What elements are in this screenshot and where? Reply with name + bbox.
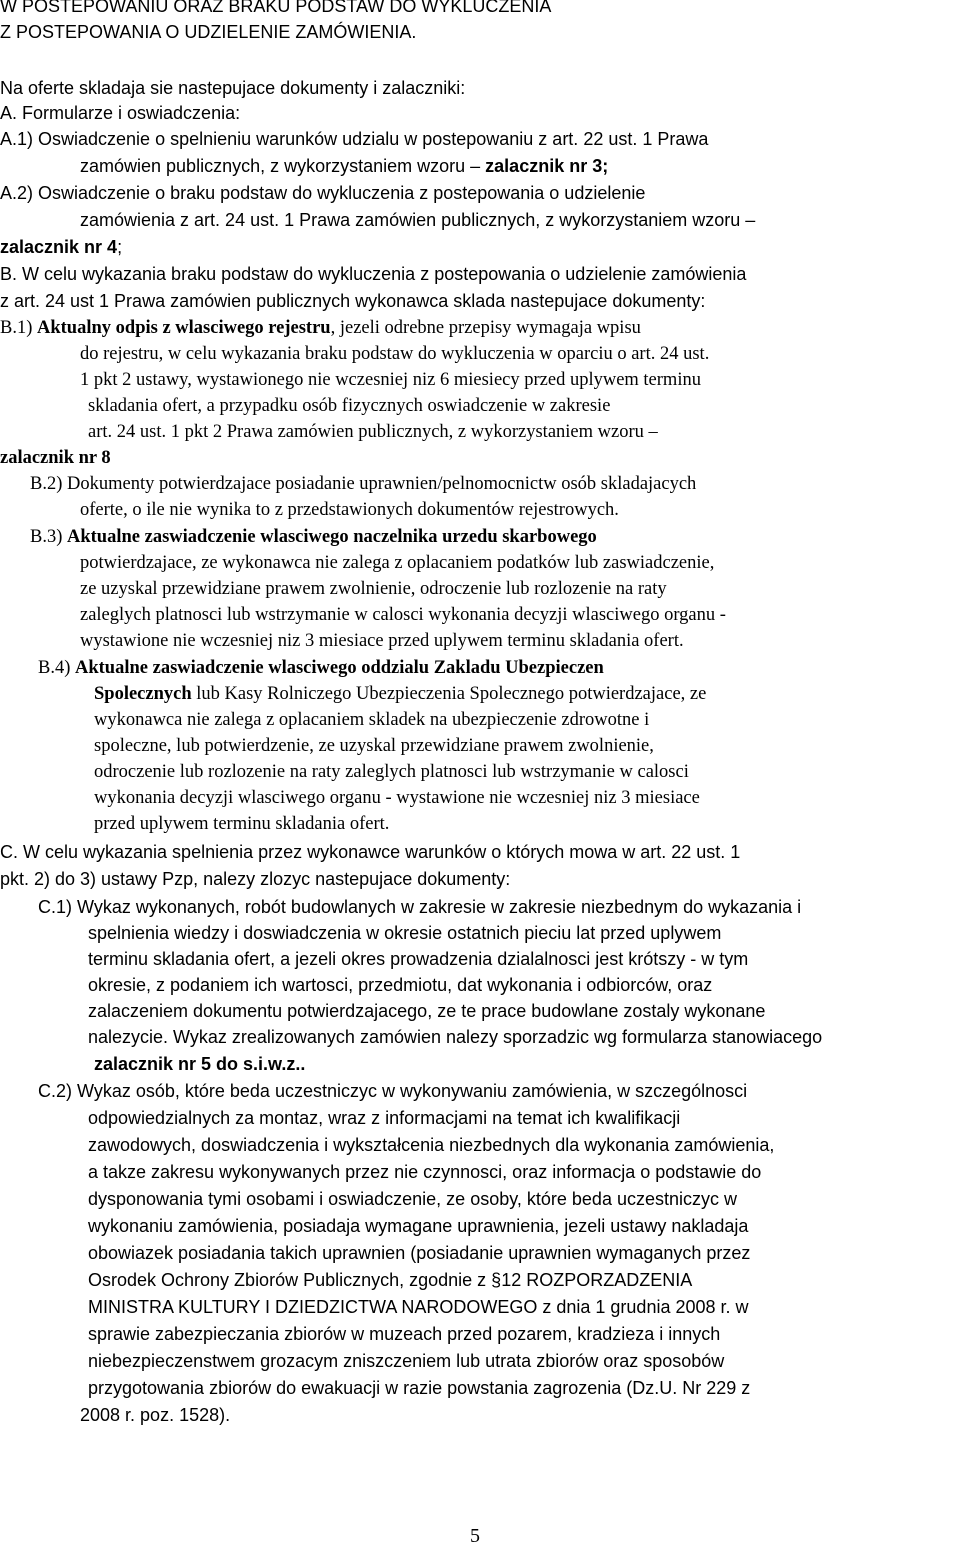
b4-line-6: wykonania decyzji wlasciwego organu - wystawione nie wczesniej niz 3 miesiace [94,788,700,808]
b4-line-3: wykonawca nie zalega z oplacaniem skladek na ubezpieczenie zdrowotne i [94,710,650,730]
b3-line-2: potwierdzajace, ze wykonawca nie zalega z oplacaniem podatków lub zaswiadczenie, [80,553,715,573]
c1-line-5: zalaczeniem dokumentu potwierdzajacego, ze te prace budowlane zostaly wykonane [88,1001,766,1021]
b2-line-2: oferte, o ile nie wynika to z przedstawionych dokumentów rejestrowych. [80,500,619,520]
page-number: 5 [470,1525,480,1547]
b3-bold-title: Aktualne zaswiadczenie wlasciwego naczelnika urzedu skarbowego [67,527,597,547]
c1-line-1: C.1) Wykaz wykonanych, robót budowlanych w zakresie w zakresie niezbednym do wykazania i [38,897,802,917]
b1-line-6 [0,447,111,469]
c2-line-8: Osrodek Ochrony Zbiorów Publicznych, zgodnie z §12 ROZPORZADZENIA [88,1270,693,1290]
c1-attachment-ref: zalacznik nr 5 do s.i.w.z.. [94,1054,306,1074]
b4-prefix: B.4) [38,658,71,678]
c2-line-13: 2008 r. poz. 1528). [80,1405,231,1425]
c2-line-11: niebezpieczenstwem grozacym zniszczeniem lub utrata zbiorów oraz sposobów [88,1351,725,1371]
b1-line-1-tail: , jezeli odrebne przepisy wymagaja wpisu [330,318,641,338]
c2-line-10: sprawie zabezpieczania zbiorów w muzeach przed pozarem, kradzieza i innych [88,1324,721,1344]
b4-line-2-tail: lub Kasy Rolniczego Ubezpieczenia Spolecznego potwierdzajace, ze [191,684,707,704]
c2-line-9: MINISTRA KULTURY I DZIEDZICTWA NARODOWEGO z dnia 1 grudnia 2008 r. w [88,1297,749,1317]
header-line-2: Z POSTEPOWANIA O UDZIELENIE ZAMÓWIENIA. [0,22,417,42]
b4-line-2 [94,683,706,705]
b1-line-5: art. 24 ust. 1 pkt 2 Prawa zamówien publicznych, z wykorzystaniem wzoru – [88,422,658,442]
c2-line-6: wykonaniu zamówienia, posiadaja wymagane uprawnienia, jezeli ustawy nakladaja [88,1216,749,1236]
c-line-2: pkt. 2) do 3) ustawy Pzp, nalezy zlozyc nastepujace dokumenty: [0,869,511,889]
b4-bold-title-2: Spolecznych [94,684,192,704]
b-line-1: B. W celu wykazania braku podstaw do wykluczenia z postepowania o udzielenie zamówienia [0,264,747,284]
c1-line-4: okresie, z podaniem ich wartosci, przedmiotu, dat wykonania i odbiorców, oraz [88,975,713,995]
b4-bold-title-1: Aktualne zaswiadczenie wlasciwego oddzialu Zakladu Ubezpieczen [75,658,604,678]
a2-line-1: A.2) Oswiadczenie o braku podstaw do wykluczenia z postepowania o udzielenie [0,183,646,203]
a1-line-2 [80,155,608,177]
a2-line-3 [0,236,122,258]
b1-line-4: skladania ofert, a przypadku osób fizycznych oswiadczenie w zakresie [88,396,611,416]
c1-line-7 [94,1053,305,1075]
c1-line-2: spelnienia wiedzy i doswiadczenia w okresie ostatnich pieciu lat przed uplywem [88,923,722,943]
b4-line-7: przed uplywem terminu skladania ofert. [94,814,390,834]
b1-prefix: B.1) [0,318,33,338]
c1-line-6: nalezycie. Wykaz zrealizowanych zamówien nalezy sporzadzic wg formularza stanowiacego [88,1027,823,1047]
b3-line-1 [30,526,597,548]
c2-line-4: a takze zakresu wykonywanych przez nie czynnosci, oraz informacja o podstawie do [88,1162,762,1182]
b-line-2: z art. 24 ust 1 Prawa zamówien publicznych wykonawca sklada nastepujace dokumenty: [0,291,706,311]
header-line-1: W POSTEPOWANIU ORAZ BRAKU PODSTAW DO WYKLUCZENIA [0,0,552,16]
a1-line-1: A.1) Oswiadczenie o spelnieniu warunków udzialu w postepowaniu z art. 22 ust. 1 Prawa [0,129,709,149]
b4-line-4: spoleczne, lub potwierdzenie, ze uzyskal przewidziane prawem zwolnienie, [94,736,654,756]
b1-line-1 [0,317,641,339]
a2-attachment-ref: zalacznik nr 4 [0,237,118,257]
b1-line-3: 1 pkt 2 ustawy, wystawionego nie wczesniej niz 6 miesiecy przed uplywem terminu [80,370,701,390]
c2-line-2: odpowiedzialnych za montaz, wraz z informacjami na temat ich kwalifikacji [88,1108,681,1128]
b3-prefix: B.3) [30,527,63,547]
b3-line-4: zaleglych platnosci lub wstrzymanie w calosci wykonania decyzji wlasciwego organu - [80,605,726,625]
b4-line-1 [38,657,604,679]
c2-line-5: dysponowania tymi osobami i oswiadczenie, ze osoby, które beda uczestniczyc w [88,1189,737,1209]
b1-attachment-ref: zalacznik nr 8 [0,448,111,468]
b1-bold-title: Aktualny odpis z wlasciwego rejestru [37,318,331,338]
b4-line-5: odroczenie lub rozlozenie na raty zaleglych platnosci lub wstrzymanie w calosci [94,762,689,782]
intro-text: Na oferte skladaja sie nastepujace dokumenty i zalaczniki: [0,78,466,98]
a2-line-2: zamówienia z art. 24 ust. 1 Prawa zamówien publicznych, z wykorzystaniem wzoru – [80,210,756,230]
b3-line-3: ze uzyskal przewidziane prawem zwolnienie, odroczenie lub rozlozenie na raty [80,579,667,599]
c2-line-7: obowiazek posiadania takich uprawnien (posiadanie uprawnien wymaganych przez [88,1243,751,1263]
c-line-1: C. W celu wykazania spelnienia przez wykonawce warunków o których mowa w art. 22 ust. 1 [0,842,741,862]
c2-line-3: zawodowych, doswiadczenia i wykształcenia niezbednych dla wykonania zamówienia, [88,1135,775,1155]
c1-line-3: terminu skladania ofert, a jezeli okres prowadzenia dzialalnosci jest krótszy - w tym [88,949,749,969]
b2-line-1: B.2) Dokumenty potwierdzajace posiadanie uprawnien/pelnomocnictw osób skladajacych [30,474,697,494]
a1-line-2-text: zamówien publicznych, z wykorzystaniem wzoru – [80,156,481,176]
c2-line-12: przygotowania zbiorów do ewakuacji w razie powstania zagrozenia (Dz.U. Nr 229 z [88,1378,751,1398]
b3-line-5: wystawione nie wczesniej niz 3 miesiace przed uplywem terminu skladania ofert. [80,631,684,651]
b1-line-2: do rejestru, w celu wykazania braku podstaw do wykluczenia w oparciu o art. 24 ust. [80,344,710,364]
a2-line-3-tail: ; [117,237,123,257]
section-a-heading: A. Formularze i oswiadczenia: [0,103,241,123]
a1-attachment-ref: zalacznik nr 3; [485,156,609,176]
c2-line-1: C.2) Wykaz osób, które beda uczestniczyc w wykonywaniu zamówienia, w szczególnosci [38,1081,748,1101]
